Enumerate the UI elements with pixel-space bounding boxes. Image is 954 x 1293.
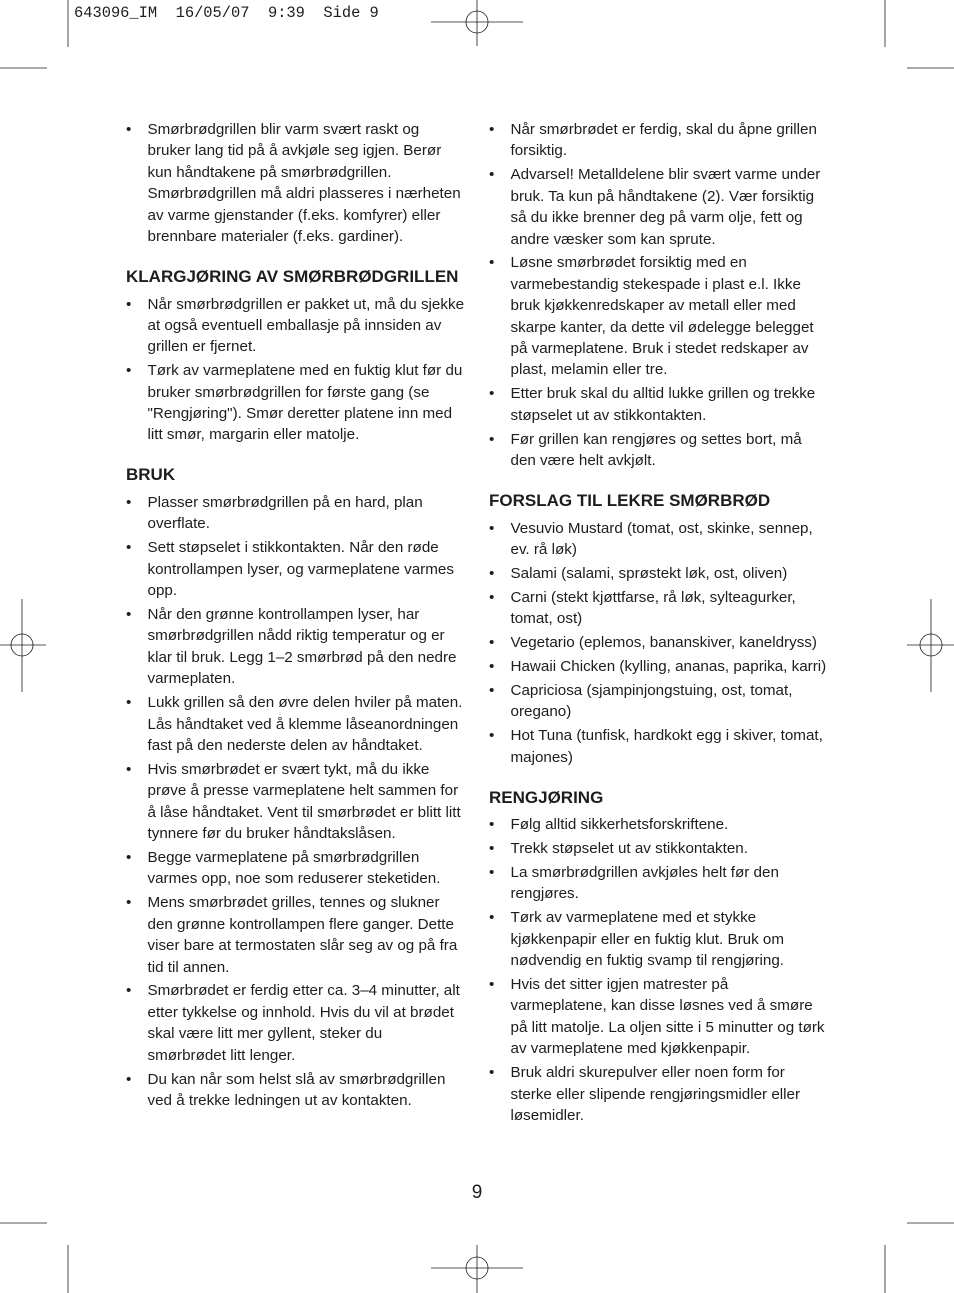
list-item: • Vegetario (eplemos, bananskiver, kaneldryss)	[489, 632, 834, 653]
print-slug-line: 643096_IM 16/05/07 9:39 Side 9	[74, 4, 379, 22]
right-intro-list	[489, 119, 834, 472]
list-item: • Når den grønne kontrollampen lyser, har smørbrødgrillen nådd riktig temperatur og er klar til bruk. Legg 1–2 smørbrød på den nedre varmeplaten.	[126, 604, 471, 690]
list-item: • Smørbrødgrillen blir varm svært raskt og bruker lang tid på å avkjøle seg igjen. Berør kun håndtakene på smørbrødgrillen. Smørbrødgrillen må aldri plasseres i nærheten av varme gjenstander (f.eks. komfyrer) eller brennbare materialer (f.eks. gardiner).	[126, 119, 471, 247]
list-item: • Tørk av varmeplatene med et stykke kjøkkenpapir eller en fuktig klut. Bruk om nødvendig en fuktig svamp til rengjøring.	[489, 907, 834, 971]
klargjoring-list	[126, 294, 471, 446]
list-item: • Advarsel! Metalldelene blir svært varme under bruk. Ta kun på håndtakene (2). Vær forsiktig så du ikke brenner deg på varm olje, fett og andre væsker som kan sprute.	[489, 164, 834, 250]
list-item: • Plasser smørbrødgrillen på en hard, plan overflate.	[126, 492, 471, 535]
section-heading-rengjoring: RENGJØRING	[489, 787, 604, 807]
list-item: • Mens smørbrødet grilles, tennes og slukner den grønne kontrollampen flere ganger. Dette viser bare at termostaten slår seg av og på fra tid til annen.	[126, 892, 471, 978]
registration-mark-top	[431, 0, 523, 46]
list-item: • Trekk støpselet ut av stikkontakten.	[489, 838, 834, 859]
list-item: • Carni (stekt kjøttfarse, rå løk, sylteagurker, tomat, ost)	[489, 587, 834, 630]
section-heading-klargjoring: KLARGJØRING AV SMØRBRØDGRILLEN	[126, 267, 459, 287]
list-item: • Hawaii Chicken (kylling, ananas, paprika, karri)	[489, 656, 834, 677]
list-item: • Sett støpselet i stikkontakten. Når den røde kontrollampen lyser, og varmeplatene varmes opp.	[126, 537, 471, 601]
left-column	[126, 119, 471, 1114]
list-item: • Hvis smørbrødet er svært tykt, må du ikke prøve å presse varmeplatene helt sammen for å låse håndtaket. Vent til smørbrødet er blitt litt tynnere før du bruker håndtakslåsen.	[126, 759, 471, 845]
list-item: • Tørk av varmeplatene med en fuktig klut før du bruker smørbrødgrillen for første gang (se "Rengjøring"). Smør deretter platene inn med litt smør, margarin eller matolje.	[126, 360, 471, 446]
list-item: • Følg alltid sikkerhetsforskriftene.	[489, 814, 834, 835]
registration-mark-right	[907, 599, 954, 692]
list-item: • Etter bruk skal du alltid lukke grillen og trekke støpselet ut av stikkontakten.	[489, 383, 834, 426]
section-heading-forslag: FORSLAG TIL LEKRE SMØRBRØD	[489, 491, 771, 511]
list-item: • Før grillen kan rengjøres og settes bort, må den være helt avkjølt.	[489, 429, 834, 472]
list-item: • Hvis det sitter igjen matrester på varmeplatene, kan disse løsnes ved å smøre på litt matolje. La oljen sitte i 5 minutter og tørk av varmeplatene med kjøkkenpapir.	[489, 974, 834, 1060]
bruk-list	[126, 492, 471, 1111]
list-item: • Når smørbrødgrillen er pakket ut, må du sjekke at også eventuell emballasje på innsiden av grillen er fjernet.	[126, 294, 471, 358]
registration-mark-bottom	[431, 1245, 523, 1293]
list-item: • Hot Tuna (tunfisk, hardkokt egg i skiver, tomat, majones)	[489, 725, 834, 768]
list-item: • Bruk aldri skurepulver eller noen form for sterke eller slipende rengjøringsmidler eller løsemidler.	[489, 1062, 834, 1126]
list-item: • Salami (salami, sprøstekt løk, ost, oliven)	[489, 563, 834, 584]
list-item: • La smørbrødgrillen avkjøles helt før den rengjøres.	[489, 862, 834, 905]
list-item: • Capriciosa (sjampinjongstuing, ost, tomat, oregano)	[489, 680, 834, 723]
list-item: • Smørbrødet er ferdig etter ca. 3–4 minutter, alt etter tykkelse og innhold. Hvis du vil at brødet skal være litt mer gyllent, steker du smørbrødet litt lenger.	[126, 980, 471, 1066]
right-column	[489, 119, 834, 1129]
list-item: • Løsne smørbrødet forsiktig med en varmebestandig stekespade i plast e.l. Ikke bruk kjøkkenredskaper av metall eller med skarpe kanter, da dette vil ødelegge belegget på varmeplatene. Bruk i stedet redskaper av plast, melamin eller tre.	[489, 252, 834, 380]
page-number: 9	[471, 1182, 483, 1203]
list-item: • Vesuvio Mustard (tomat, ost, skinke, sennep, ev. rå løk)	[489, 518, 834, 561]
forslag-list	[489, 518, 834, 768]
registration-mark-left	[0, 599, 46, 692]
list-item: • Du kan når som helst slå av smørbrødgrillen ved å trekke ledningen ut av kontakten.	[126, 1069, 471, 1112]
list-item: • Begge varmeplatene på smørbrødgrillen varmes opp, noe som reduserer steketiden.	[126, 847, 471, 890]
rengjoring-list	[489, 814, 834, 1126]
section-heading-bruk: BRUK	[126, 465, 176, 485]
left-intro-list	[126, 119, 471, 247]
list-item: • Når smørbrødet er ferdig, skal du åpne grillen forsiktig.	[489, 119, 834, 162]
list-item: • Lukk grillen så den øvre delen hviler på maten. Lås håndtaket ved å klemme låseanordningen fast på den nederste delen av håndtaket.	[126, 692, 471, 756]
